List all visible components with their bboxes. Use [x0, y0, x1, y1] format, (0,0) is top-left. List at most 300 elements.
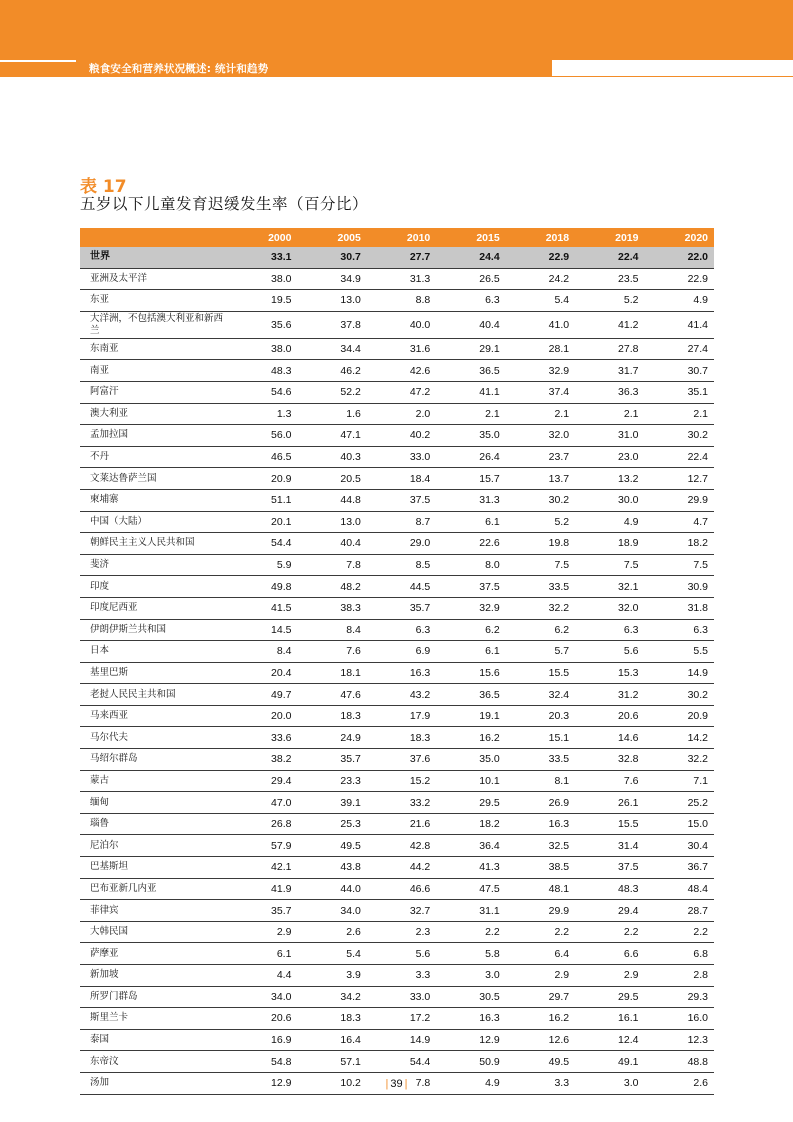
table-cell: 25.2	[644, 792, 714, 814]
table-cell: 30.9	[644, 576, 714, 598]
table-cell: 15.3	[575, 662, 644, 684]
table-cell: 3.3	[367, 965, 436, 987]
table-cell: 29.1	[436, 338, 505, 360]
table-cell: 16.3	[367, 662, 436, 684]
row-label: 汤加	[80, 1072, 228, 1094]
table-cell: 27.7	[367, 247, 436, 268]
table-cell: 29.5	[575, 986, 644, 1008]
table-cell: 49.7	[228, 684, 297, 706]
table-cell: 6.2	[436, 619, 505, 641]
table-cell: 2.2	[575, 921, 644, 943]
table-cell: 10.1	[436, 770, 505, 792]
table-cell: 15.1	[506, 727, 575, 749]
table-cell: 32.7	[367, 900, 436, 922]
table-cell: 2.2	[506, 921, 575, 943]
table-cell: 49.1	[575, 1051, 644, 1073]
row-label: 孟加拉国	[80, 425, 228, 447]
row-label: 日本	[80, 641, 228, 663]
table-cell: 41.3	[436, 857, 505, 879]
table-cell: 34.0	[228, 986, 297, 1008]
row-label: 伊朗伊斯兰共和国	[80, 619, 228, 641]
table-cell: 32.5	[506, 835, 575, 857]
table-cell: 29.0	[367, 533, 436, 555]
table-cell: 16.9	[228, 1029, 297, 1051]
table-cell: 47.1	[297, 425, 366, 447]
table-cell: 32.9	[436, 597, 505, 619]
table-cell: 57.9	[228, 835, 297, 857]
table-cell: 6.3	[644, 619, 714, 641]
table-cell: 40.4	[297, 533, 366, 555]
table-cell: 31.8	[644, 597, 714, 619]
table-cell: 8.4	[297, 619, 366, 641]
row-label: 亚洲及太平洋	[80, 268, 228, 290]
column-header: 2010	[367, 228, 436, 247]
table-cell: 48.2	[297, 576, 366, 598]
table-row	[80, 900, 714, 922]
table-cell: 20.0	[228, 705, 297, 727]
table-cell: 37.5	[367, 489, 436, 511]
table-cell: 13.0	[297, 511, 366, 533]
column-header: 2000	[228, 228, 297, 247]
table-cell: 7.6	[297, 641, 366, 663]
table-cell: 18.2	[436, 813, 505, 835]
table-cell: 6.4	[506, 943, 575, 965]
page-number	[0, 1078, 793, 1090]
table-cell: 23.5	[575, 268, 644, 290]
table-cell: 7.5	[644, 554, 714, 576]
table-cell: 27.8	[575, 338, 644, 360]
table-cell: 34.0	[297, 900, 366, 922]
table-cell: 47.5	[436, 878, 505, 900]
table-cell: 6.1	[436, 641, 505, 663]
table-cell: 13.7	[506, 468, 575, 490]
table-cell: 5.5	[644, 641, 714, 663]
table-cell: 56.0	[228, 425, 297, 447]
table-cell: 2.1	[506, 403, 575, 425]
header-divider	[76, 76, 793, 77]
table-row	[80, 468, 714, 490]
table-cell: 29.9	[644, 489, 714, 511]
table-cell: 49.5	[506, 1051, 575, 1073]
table-cell: 2.1	[644, 403, 714, 425]
table-cell: 16.3	[436, 1008, 505, 1030]
table-cell: 5.6	[575, 641, 644, 663]
table-row	[80, 641, 714, 663]
header-strip-white-gap	[552, 60, 793, 77]
row-label: 印度	[80, 576, 228, 598]
table-cell: 33.2	[367, 792, 436, 814]
table-row	[80, 662, 714, 684]
table-cell: 2.1	[436, 403, 505, 425]
table-row	[80, 597, 714, 619]
table-cell: 42.6	[367, 360, 436, 382]
table-cell: 15.5	[506, 662, 575, 684]
row-label: 印度尼西亚	[80, 597, 228, 619]
table-cell: 16.0	[644, 1008, 714, 1030]
row-label: 世界	[80, 247, 228, 268]
table-cell: 22.6	[436, 533, 505, 555]
table-cell: 38.0	[228, 268, 297, 290]
table-cell: 32.0	[575, 597, 644, 619]
table-cell: 2.8	[644, 965, 714, 987]
table-cell: 3.3	[506, 1072, 575, 1094]
table-cell: 36.3	[575, 381, 644, 403]
row-label: 马来西亚	[80, 705, 228, 727]
page-number-value: 39	[390, 1078, 403, 1090]
table-cell: 6.9	[367, 641, 436, 663]
table-cell: 19.1	[436, 705, 505, 727]
table-cell: 46.5	[228, 446, 297, 468]
table-cell: 41.2	[575, 311, 644, 338]
table-cell: 2.9	[575, 965, 644, 987]
table-cell: 2.9	[506, 965, 575, 987]
row-label: 阿富汗	[80, 381, 228, 403]
table-cell: 29.5	[436, 792, 505, 814]
table-cell: 37.4	[506, 381, 575, 403]
table-cell: 15.6	[436, 662, 505, 684]
table-body	[80, 247, 714, 1094]
table-row	[80, 770, 714, 792]
table-cell: 32.8	[575, 749, 644, 771]
table-cell: 19.8	[506, 533, 575, 555]
running-title: 粮食安全和营养状况概述: 统计和趋势	[89, 63, 269, 75]
table-cell: 48.4	[644, 878, 714, 900]
table-cell: 32.2	[506, 597, 575, 619]
column-header: 2015	[436, 228, 505, 247]
table-cell: 54.8	[228, 1051, 297, 1073]
table-cell: 40.2	[367, 425, 436, 447]
row-label: 瑙鲁	[80, 813, 228, 835]
table-row	[80, 290, 714, 312]
table-cell: 15.5	[575, 813, 644, 835]
table-cell: 6.8	[644, 943, 714, 965]
table-cell: 18.3	[367, 727, 436, 749]
row-label: 南亚	[80, 360, 228, 382]
table-row	[80, 338, 714, 360]
table-cell: 18.3	[297, 1008, 366, 1030]
header-strip-left-gap	[0, 60, 76, 62]
table-row	[80, 446, 714, 468]
table-cell: 32.1	[575, 576, 644, 598]
table-cell: 48.8	[644, 1051, 714, 1073]
table-cell: 4.9	[575, 511, 644, 533]
stunting-table	[80, 228, 714, 1095]
table-row	[80, 727, 714, 749]
row-label: 斐济	[80, 554, 228, 576]
table-cell: 3.9	[297, 965, 366, 987]
table-cell: 48.3	[228, 360, 297, 382]
table-cell: 7.8	[367, 1072, 436, 1094]
table-cell: 18.3	[297, 705, 366, 727]
table-cell: 33.0	[367, 446, 436, 468]
column-header: 2005	[297, 228, 366, 247]
table-cell: 5.6	[367, 943, 436, 965]
table-cell: 18.9	[575, 533, 644, 555]
table-cell: 12.9	[228, 1072, 297, 1094]
table-cell: 12.3	[644, 1029, 714, 1051]
table-row	[80, 857, 714, 879]
table-cell: 8.7	[367, 511, 436, 533]
table-cell: 4.9	[644, 290, 714, 312]
row-label: 中国（大陆）	[80, 511, 228, 533]
table-cell: 29.3	[644, 986, 714, 1008]
column-header: 2018	[506, 228, 575, 247]
table-cell: 48.1	[506, 878, 575, 900]
row-label: 新加坡	[80, 965, 228, 987]
row-label: 澳大利亚	[80, 403, 228, 425]
table-cell: 30.2	[644, 425, 714, 447]
table-cell: 22.4	[644, 446, 714, 468]
table-cell: 2.9	[228, 921, 297, 943]
table-cell: 15.2	[367, 770, 436, 792]
table-cell: 5.7	[506, 641, 575, 663]
table-cell: 20.4	[228, 662, 297, 684]
table-cell: 36.5	[436, 684, 505, 706]
table-row	[80, 533, 714, 555]
page-number-left-bar: |	[385, 1078, 389, 1090]
table-cell: 36.4	[436, 835, 505, 857]
table-cell: 7.1	[644, 770, 714, 792]
table-cell: 22.9	[644, 268, 714, 290]
table-cell: 47.6	[297, 684, 366, 706]
table-cell: 20.6	[228, 1008, 297, 1030]
table-cell: 6.2	[506, 619, 575, 641]
table-cell: 26.9	[506, 792, 575, 814]
table-cell: 38.0	[228, 338, 297, 360]
table-row	[80, 835, 714, 857]
row-label: 泰国	[80, 1029, 228, 1051]
table-cell: 16.1	[575, 1008, 644, 1030]
table-cell: 37.5	[575, 857, 644, 879]
table-cell: 6.1	[228, 943, 297, 965]
table-cell: 37.5	[436, 576, 505, 598]
table-cell: 8.0	[436, 554, 505, 576]
table-row	[80, 878, 714, 900]
table-cell: 24.2	[506, 268, 575, 290]
top-color-band	[0, 0, 793, 60]
table-cell: 16.3	[506, 813, 575, 835]
table-cell: 27.4	[644, 338, 714, 360]
table-cell: 35.7	[297, 749, 366, 771]
table-row	[80, 921, 714, 943]
row-label: 缅甸	[80, 792, 228, 814]
table-row	[80, 965, 714, 987]
table-cell: 1.3	[228, 403, 297, 425]
table-cell: 18.2	[644, 533, 714, 555]
table-cell: 19.5	[228, 290, 297, 312]
table-cell: 14.5	[228, 619, 297, 641]
table-cell: 23.7	[506, 446, 575, 468]
table-cell: 3.0	[575, 1072, 644, 1094]
table-label: 表 17	[80, 177, 127, 197]
table-cell: 30.2	[506, 489, 575, 511]
table-cell: 3.0	[436, 965, 505, 987]
table-cell: 31.1	[436, 900, 505, 922]
table-cell: 31.7	[575, 360, 644, 382]
table-cell: 7.5	[575, 554, 644, 576]
table-cell: 42.8	[367, 835, 436, 857]
table-cell: 36.7	[644, 857, 714, 879]
table-cell: 10.2	[297, 1072, 366, 1094]
table-cell: 23.3	[297, 770, 366, 792]
table-cell: 22.4	[575, 247, 644, 268]
row-label: 老挝人民民主共和国	[80, 684, 228, 706]
row-label: 萨摩亚	[80, 943, 228, 965]
table-cell: 6.3	[575, 619, 644, 641]
table-cell: 40.4	[436, 311, 505, 338]
table-cell: 2.2	[436, 921, 505, 943]
table-cell: 29.4	[575, 900, 644, 922]
table-cell: 4.9	[436, 1072, 505, 1094]
row-label: 东南亚	[80, 338, 228, 360]
table-row	[80, 943, 714, 965]
table-cell: 32.4	[506, 684, 575, 706]
table-cell: 37.6	[367, 749, 436, 771]
row-label: 朝鲜民主主义人民共和国	[80, 533, 228, 555]
table-cell: 32.0	[506, 425, 575, 447]
table-cell: 35.0	[436, 749, 505, 771]
table-cell: 36.5	[436, 360, 505, 382]
table-cell: 51.1	[228, 489, 297, 511]
table-cell: 38.5	[506, 857, 575, 879]
table-cell: 34.9	[297, 268, 366, 290]
table-row	[80, 705, 714, 727]
table-cell: 26.8	[228, 813, 297, 835]
table-cell: 43.8	[297, 857, 366, 879]
row-label: 文莱达鲁萨兰国	[80, 468, 228, 490]
table-cell: 14.2	[644, 727, 714, 749]
table-cell: 33.1	[228, 247, 297, 268]
row-label: 东亚	[80, 290, 228, 312]
table-cell: 30.5	[436, 986, 505, 1008]
table-cell: 14.9	[367, 1029, 436, 1051]
table-cell: 31.2	[575, 684, 644, 706]
table-cell: 39.1	[297, 792, 366, 814]
table-cell: 40.3	[297, 446, 366, 468]
table-cell: 2.6	[644, 1072, 714, 1094]
table-cell: 54.4	[367, 1051, 436, 1073]
table-cell: 46.6	[367, 878, 436, 900]
table-cell: 29.9	[506, 900, 575, 922]
table-cell: 5.9	[228, 554, 297, 576]
table-cell: 18.1	[297, 662, 366, 684]
table-cell: 31.0	[575, 425, 644, 447]
table-cell: 7.6	[575, 770, 644, 792]
row-label: 大洋洲，不包括澳大利亚和新西兰	[80, 311, 228, 338]
table-cell: 32.9	[506, 360, 575, 382]
table-cell: 12.4	[575, 1029, 644, 1051]
table-row	[80, 813, 714, 835]
table-row	[80, 403, 714, 425]
table-row	[80, 749, 714, 771]
table-cell: 44.2	[367, 857, 436, 879]
table-cell: 30.0	[575, 489, 644, 511]
column-header: 2019	[575, 228, 644, 247]
table-cell: 20.3	[506, 705, 575, 727]
table-cell: 21.6	[367, 813, 436, 835]
table-cell: 37.8	[297, 311, 366, 338]
table-row	[80, 792, 714, 814]
table-cell: 22.0	[644, 247, 714, 268]
table-cell: 20.5	[297, 468, 366, 490]
table-cell: 24.4	[436, 247, 505, 268]
table-cell: 31.3	[436, 489, 505, 511]
table-cell: 28.7	[644, 900, 714, 922]
table-cell: 52.2	[297, 381, 366, 403]
column-header: 2020	[644, 228, 714, 247]
table-cell: 5.4	[297, 943, 366, 965]
table-cell: 35.7	[228, 900, 297, 922]
table-cell: 47.0	[228, 792, 297, 814]
table-row	[80, 489, 714, 511]
table-cell: 26.4	[436, 446, 505, 468]
table-cell: 8.1	[506, 770, 575, 792]
table-cell: 33.5	[506, 576, 575, 598]
table-cell: 17.9	[367, 705, 436, 727]
table-cell: 41.0	[506, 311, 575, 338]
table-cell: 42.1	[228, 857, 297, 879]
table-cell: 40.0	[367, 311, 436, 338]
table-cell: 16.2	[506, 1008, 575, 1030]
table-cell: 12.6	[506, 1029, 575, 1051]
table-cell: 44.8	[297, 489, 366, 511]
table-cell: 38.2	[228, 749, 297, 771]
table-row	[80, 247, 714, 268]
table-cell: 6.3	[367, 619, 436, 641]
table-cell: 48.3	[575, 878, 644, 900]
table-cell: 30.7	[297, 247, 366, 268]
table-cell: 23.0	[575, 446, 644, 468]
table-cell: 29.7	[506, 986, 575, 1008]
table-cell: 12.9	[436, 1029, 505, 1051]
table-cell: 50.9	[436, 1051, 505, 1073]
table-cell: 5.2	[575, 290, 644, 312]
table-cell: 16.4	[297, 1029, 366, 1051]
table-cell: 2.3	[367, 921, 436, 943]
table-row	[80, 1029, 714, 1051]
column-header	[80, 228, 228, 247]
row-label: 斯里兰卡	[80, 1008, 228, 1030]
table-cell: 43.2	[367, 684, 436, 706]
table-cell: 54.6	[228, 381, 297, 403]
table-cell: 2.0	[367, 403, 436, 425]
table-cell: 30.7	[644, 360, 714, 382]
table-cell: 14.9	[644, 662, 714, 684]
table-cell: 25.3	[297, 813, 366, 835]
table-cell: 13.2	[575, 468, 644, 490]
table-cell: 2.1	[575, 403, 644, 425]
table-cell: 31.6	[367, 338, 436, 360]
table-cell: 6.1	[436, 511, 505, 533]
table-cell: 35.7	[367, 597, 436, 619]
table-cell: 33.0	[367, 986, 436, 1008]
table-cell: 34.2	[297, 986, 366, 1008]
table-cell: 35.0	[436, 425, 505, 447]
table-cell: 34.4	[297, 338, 366, 360]
table-row	[80, 360, 714, 382]
row-label: 巴基斯坦	[80, 857, 228, 879]
table-cell: 13.0	[297, 290, 366, 312]
row-label: 马尔代夫	[80, 727, 228, 749]
table-cell: 47.2	[367, 381, 436, 403]
table-cell: 18.4	[367, 468, 436, 490]
table-row	[80, 1051, 714, 1073]
row-label: 基里巴斯	[80, 662, 228, 684]
table-cell: 24.9	[297, 727, 366, 749]
row-label: 东帝汶	[80, 1051, 228, 1073]
table-cell: 44.5	[367, 576, 436, 598]
table-cell: 41.1	[436, 381, 505, 403]
